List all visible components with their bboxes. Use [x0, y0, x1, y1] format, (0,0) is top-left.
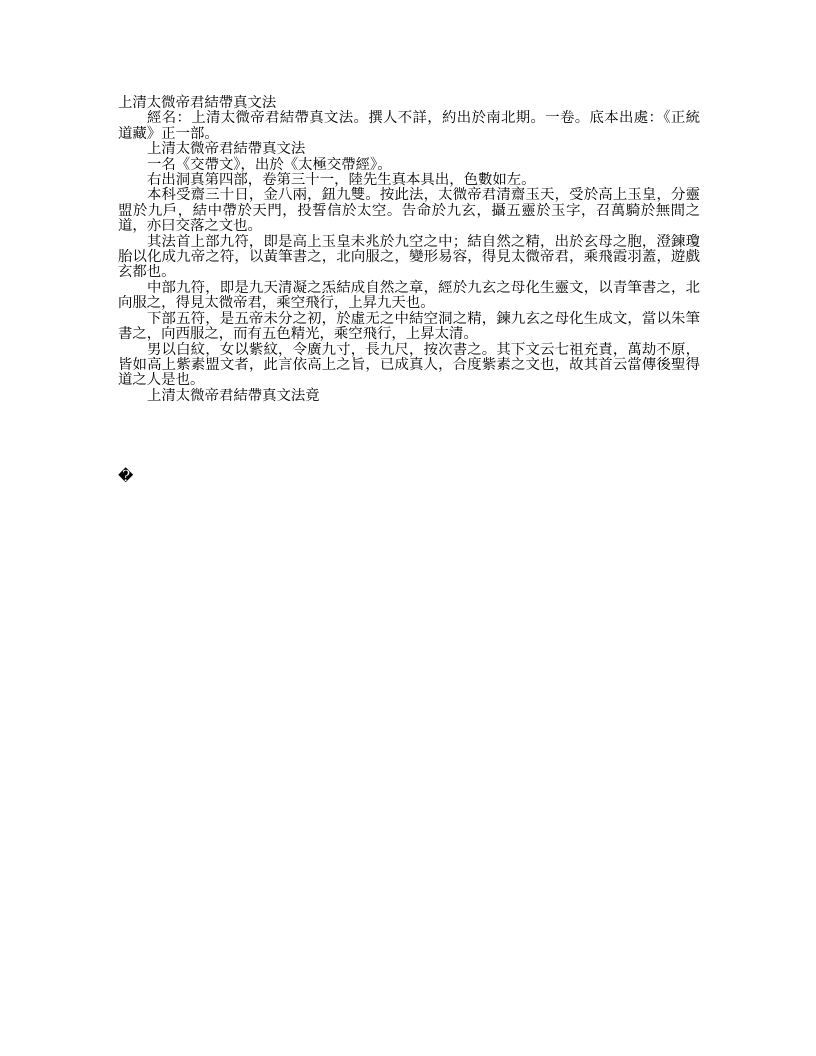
paragraph: 本科受齋三十日，金八兩，鈕九雙。按此法，太微帝君清齋玉天，受於高上玉皇，分靈盟於九戶，結中帶於天門，投誓信於太空。告命於九玄，攝五靈於玉字，召萬騎於無間之道，亦曰交落之文也。 — [118, 187, 700, 235]
paragraph: 右出洞真第四部，卷第三十一，陸先生真本具出，色數如左。 — [147, 172, 536, 189]
paragraph: 一名《交帶文》，出於《太極交帶經》。 — [147, 156, 392, 173]
paragraph-heading: 上清太微帝君結帶真文法 — [147, 141, 306, 158]
paragraph-ending: 上清太微帝君結帶真文法竟 — [147, 387, 320, 404]
paragraph-scripture-info: 經名：上清太微帝君結帶真文法。撰人不詳，約出於南北期。一卷。底本出處：《正統道藏》正一部。 — [118, 110, 700, 142]
paragraph: 男以白紋，女以紫紋，令廣九寸，長九尺，按次書之。其下文云七祖充責，萬劫不原，皆如高上紫素盟文者，此言依高上之旨，已成真人，合度紫素之文也，故其首云當傳後聖得道之人是也。 — [118, 341, 700, 389]
document-title: 上清太微帝君結帶真文法 — [118, 95, 277, 111]
replacement-character: � — [118, 467, 134, 485]
paragraph: 下部五符，是五帝未分之初，於虛无之中結空洞之精，鍊九玄之母化生成文，當以朱筆書之，向西服之，而有五色精光，乘空飛行，上昇太清。 — [118, 310, 700, 343]
document-body — [118, 96, 700, 404]
paragraph: 其法首上部九符，即是高上玉皇未兆於九空之中；結自然之精，出於玄母之胞，澄鍊瓊胎以化成九帝之符，以黃筆書之，北向服之，變形易容，得見太微帝君，乘飛霞羽蓋，遊戲玄都也。 — [118, 233, 700, 281]
paragraph: 中部九符，即是九天清凝之炁結成自然之章，經於九玄之母化生靈文，以青筆書之，北向服之，得見太微帝君，乘空飛行，上昇九天也。 — [118, 279, 700, 312]
